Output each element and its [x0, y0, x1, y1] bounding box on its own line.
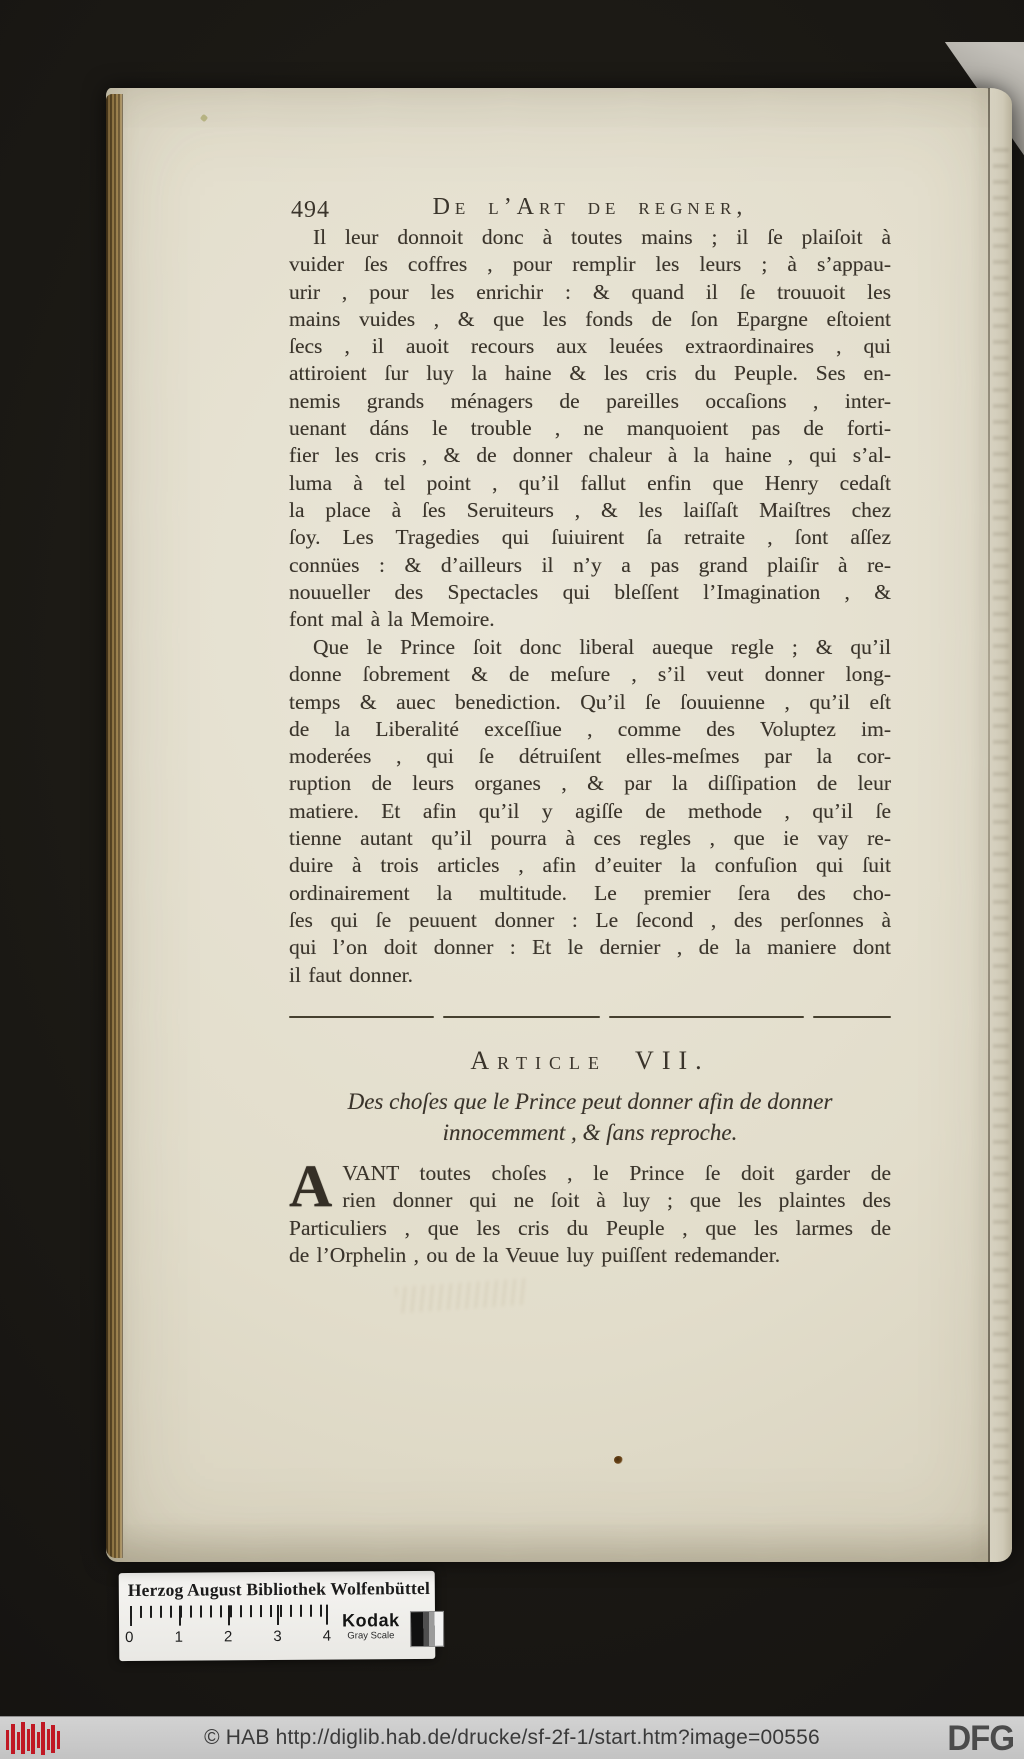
footer-bar	[0, 1716, 1024, 1759]
text-line: nouueller des Spectacles qui bleſſent l’Imagination , &	[289, 579, 891, 604]
text-line: nemis grands ménagers de pareilles occaſions , inter-	[289, 388, 891, 413]
drop-cap: A	[289, 1153, 333, 1219]
article-subtitle	[266, 1086, 914, 1148]
library-name: Herzog August Bibliothek Wolfenbüttel	[127, 1577, 431, 1601]
text-line: la place à ſes Seruiteurs , & les laiſſaſt Maiſtres chez	[289, 497, 891, 522]
text-line: Des choſes que le Prince peut donner afin de donner	[347, 1089, 833, 1114]
text-line: rien donner qui ne ſoit à luy ; que les plaintes des	[342, 1188, 891, 1213]
ruler-numbers	[125, 1628, 331, 1646]
text-line: VANT toutes choſes , le Prince ſe doit garder de	[342, 1161, 891, 1185]
text-line: innocemment , & ſans reproche.	[442, 1120, 738, 1145]
paragraph-1	[289, 224, 891, 633]
text-line: donne ſobrement & de meſure , s’il veut donner long-	[289, 662, 891, 687]
kodak-wordmark: Kodak	[341, 1610, 400, 1631]
text-line: fier les cris , & de donner chaleur à la haine , qui s’al-	[289, 443, 891, 468]
text-line: Il leur donnoit donc à toutes mains ; il ſe plaiſoit à	[313, 225, 891, 249]
ruler-scale	[125, 1605, 336, 1650]
text-line: matiere. Et afin qu’il y agiſſe de methode , qu’il ſe	[289, 798, 891, 823]
text-line: 3	[273, 1627, 282, 1646]
library-label	[119, 1571, 436, 1661]
text-line: ſecs , il auoit recours aux leuées extraordinaires , qui	[289, 334, 891, 359]
text-line: uenant dáns le trouble , ne manquoient pas de forti-	[289, 416, 891, 441]
text-line: attiroient ſur luy la haine & les cris du Peuple. Ses en-	[289, 361, 891, 386]
ink-blot	[614, 1456, 623, 1464]
text-line: duire à trois articles , afin d’euiter la confuſion qui ſuit	[289, 853, 891, 878]
text-line: de la Liberalité exceſſiue , comme des Voluptez im-	[289, 716, 891, 741]
text-line: ordinairement la multitude. Le premier ſera des cho-	[289, 880, 891, 905]
text-line: 1	[174, 1628, 183, 1646]
kodak-grayscale-label: Gray Scale	[347, 1630, 395, 1642]
kodak-brand	[342, 1610, 400, 1641]
text-line: ſes qui ſe peuuent donner : Le ſecond , des perſonnes à	[289, 907, 891, 932]
printed-page	[106, 88, 1012, 1562]
text-line: font mal à la Memoire.	[289, 607, 495, 632]
article-heading: Article VII.	[470, 1046, 710, 1075]
running-header-title: De l’Art de regner,	[432, 194, 748, 220]
text-line: mains vuides , & que les fonds de ſon Epargne eſtoient	[289, 306, 891, 331]
ghost-handwriting	[395, 1278, 526, 1313]
text-line: 0	[125, 1629, 134, 1647]
hab-logo-icon	[4, 1720, 62, 1758]
paragraph-3	[289, 1153, 891, 1269]
running-header	[289, 194, 891, 224]
dfg-logo: DFG	[947, 1717, 1014, 1758]
paragraph-2	[289, 634, 891, 989]
text-line: ruption de leurs organes , & par la diſſipation de leur	[289, 771, 891, 796]
text-line: urir , pour les enrichir : & quand il ſe trouuoit les	[289, 279, 891, 304]
text-line: il faut donner.	[289, 962, 414, 987]
text-line: luma à tel point , qu’il fallut enfin que Henry cedaſt	[289, 470, 891, 495]
text-line: 4	[322, 1627, 332, 1645]
grayscale-patch	[409, 1611, 443, 1647]
text-line: de l’Orphelin , ou de la Veuue luy puiſſent redemander.	[289, 1242, 781, 1267]
text-line: connües : & d’ailleurs il n’y a pas grand plaiſir à re-	[289, 552, 891, 577]
text-line: moderées , qui ſe détruiſent elles-meſmes par la cor-	[289, 744, 891, 769]
text-line: ſoy. Les Tragedies qui ſuiuirent ſa retraite , ſont aſſez	[289, 525, 891, 550]
section-divider-rule	[289, 1016, 891, 1018]
text-line: Que le Prince ſoit donc liberal aueque regle ; & qu’il	[313, 635, 891, 659]
text-line: 2	[223, 1628, 233, 1646]
text-line: tienne autant qu’il pourra à ces regles , que ie vay re-	[289, 826, 891, 851]
source-url-text: © HAB http://diglib.hab.de/drucke/sf-2f-1/start.htm?image=00556	[204, 1726, 820, 1749]
paper-speck	[200, 114, 208, 122]
page-number: 494	[291, 197, 330, 223]
text-line: qui l’on doit donner : Et le dernier , de la maniere dont	[289, 935, 891, 960]
text-line: Particuliers , que les cris du Peuple , que les larmes de	[289, 1215, 891, 1240]
text-line: temps & auec benediction. Qu’il ſe ſouuienne , qu’il eſt	[289, 689, 891, 714]
book-page-scan	[106, 88, 1012, 1562]
ruler-ticks	[130, 1605, 330, 1626]
label-row	[125, 1604, 426, 1650]
text-line: vuider ſes coffres , pour remplir les leurs ; à s’appau-	[289, 252, 891, 277]
